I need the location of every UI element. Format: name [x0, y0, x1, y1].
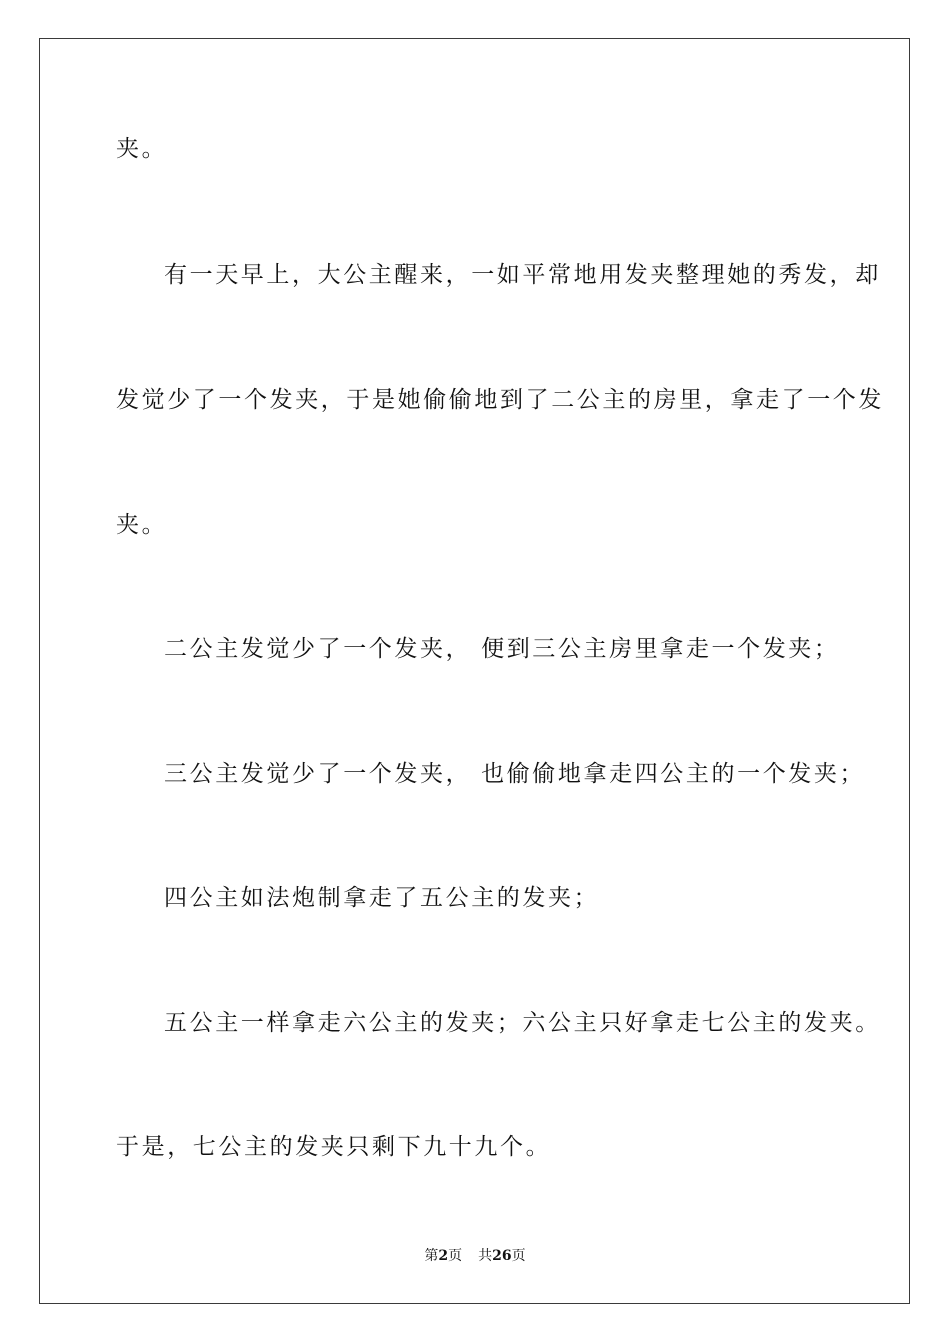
page-suffix: 页 [448, 1248, 463, 1264]
page-footer [0, 1247, 950, 1265]
text-line-8: 五公主一样拿走六公主的发夹；六公主只好拿走七公主的发夹。 [164, 1010, 881, 1036]
total-pages: 26 [492, 1248, 512, 1264]
text-line-7: 四公主如法炮制拿走了五公主的发夹； [164, 885, 600, 911]
page-number: 2 [438, 1248, 449, 1264]
total-suffix: 页 [511, 1248, 526, 1264]
page-prefix: 第 [424, 1248, 439, 1264]
text-line-3: 发觉少了一个发夹，于是她偷偷地到了二公主的房里，拿走了一个发 [116, 387, 884, 413]
page-border [39, 38, 910, 1304]
total-prefix: 共 [478, 1248, 493, 1264]
text-line-2: 有一天早上，大公主醒来，一如平常地用发夹整理她的秀发，却 [164, 262, 881, 288]
text-line-4: 夹。 [116, 512, 168, 538]
text-line-1: 夹。 [116, 136, 168, 162]
text-line-5: 二公主发觉少了一个发夹， 便到三公主房里拿走一个发夹； [164, 636, 840, 662]
text-line-6: 三公主发觉少了一个发夹， 也偷偷地拿走四公主的一个发夹； [164, 761, 866, 787]
text-line-9: 于是，七公主的发夹只剩下九十九个。 [116, 1134, 552, 1160]
